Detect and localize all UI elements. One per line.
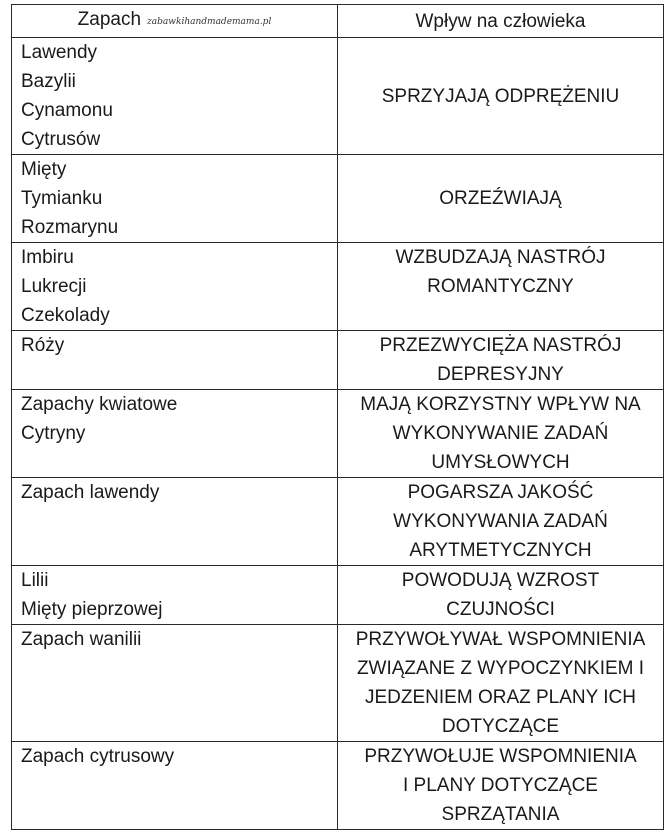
scent-cell [12, 243, 338, 331]
effect-cell [338, 742, 664, 830]
scent-name: Zapach cytrusowy [21, 746, 175, 767]
effect-text: ZWIĄZANE Z WYPOCZYNKIEM I [356, 658, 645, 679]
scent-name: Zapach lawendy [21, 482, 160, 503]
table-row [12, 243, 664, 331]
effect-text: I PLANY DOTYCZĄCE [403, 775, 598, 796]
scent-name: Bazylii [21, 71, 76, 92]
effect-text: CZUJNOŚCI [446, 599, 555, 620]
scent-cell [12, 390, 338, 478]
scent-name: Lawendy [21, 42, 98, 63]
effect-text: ROMANTYCZNY [427, 276, 574, 297]
scent-name: Rozmarynu [21, 217, 119, 238]
scent-name: Mięty pieprzowej [21, 599, 163, 620]
scent-name: Tymianku [21, 188, 103, 209]
scent-name: Cytrusów [21, 129, 101, 150]
effect-cell [338, 331, 664, 390]
effect-text: MAJĄ KORZYSTNY WPŁYW NA [360, 394, 641, 415]
effect-cell [338, 625, 664, 742]
table-row [12, 566, 664, 625]
table-row [12, 742, 664, 830]
effect-text: WYKONYWANIE ZADAŃ [392, 423, 609, 444]
scent-name: Mięty [21, 159, 67, 180]
scent-name: Cynamonu [21, 100, 113, 121]
scent-name: Zapachy kwiatowe [21, 394, 178, 415]
effect-text: ORZEŹWIAJĄ [439, 188, 562, 209]
effect-cell [338, 38, 664, 155]
effect-text: JEDZENIEM ORAZ PLANY ICH [365, 687, 636, 708]
effect-text: POGARSZA JAKOŚĆ [407, 482, 594, 503]
scent-name: Zapach wanilii [21, 629, 142, 650]
effect-cell [338, 478, 664, 566]
scent-cell [12, 331, 338, 390]
table-row [12, 390, 664, 478]
scent-cell [12, 742, 338, 830]
scent-name: Cytryny [21, 423, 86, 444]
scent-cell [12, 478, 338, 566]
scent-cell [12, 625, 338, 742]
effect-text: WZBUDZAJĄ NASTRÓJ [395, 247, 606, 268]
effect-text: ARYTMETYCZNYCH [409, 540, 592, 561]
effect-text: PRZYWOŁYWAŁ WSPOMNIENIA [355, 629, 646, 650]
header-scent-label: Zapach [77, 9, 142, 30]
scent-cell [12, 38, 338, 155]
effect-cell [338, 155, 664, 243]
scent-name: Imbiru [21, 247, 74, 268]
scent-cell [12, 566, 338, 625]
effect-text: POWODUJĄ WZROST [401, 570, 600, 591]
effect-text: SPRZĄTANIA [441, 804, 560, 825]
header-effect-label: Wpływ na człowieka [415, 10, 586, 32]
effect-cell [338, 390, 664, 478]
effect-text: SPRZYJAJĄ ODPRĘŻENIU [381, 85, 620, 107]
table-header-row [12, 5, 664, 38]
table-row [12, 331, 664, 390]
scent-name: Róży [21, 335, 65, 356]
effect-text: DEPRESYJNY [437, 364, 564, 385]
scent-name: Czekolady [21, 305, 110, 326]
effect-text: PRZYWOŁUJE WSPOMNIENIA [364, 746, 637, 767]
scent-effects-table [11, 4, 664, 830]
effect-cell [338, 243, 664, 331]
scent-cell [12, 155, 338, 243]
effect-text: UMYSŁOWYCH [431, 452, 570, 473]
effect-text: DOTYCZĄCE [441, 716, 560, 737]
scent-name: Lukrecji [21, 276, 87, 297]
table-row [12, 625, 664, 742]
scent-name: Lilii [21, 570, 49, 591]
effect-text: WYKONYWANIA ZADAŃ [393, 511, 608, 532]
effect-text: PRZEZWYCIĘŻA NASTRÓJ [379, 335, 622, 356]
table-row [12, 155, 664, 243]
table-row [12, 38, 664, 155]
header-effect [338, 5, 664, 38]
table-row [12, 478, 664, 566]
header-scent [12, 5, 338, 38]
effect-cell [338, 566, 664, 625]
watermark-text: zabawkihandmademama.pl [147, 17, 272, 27]
